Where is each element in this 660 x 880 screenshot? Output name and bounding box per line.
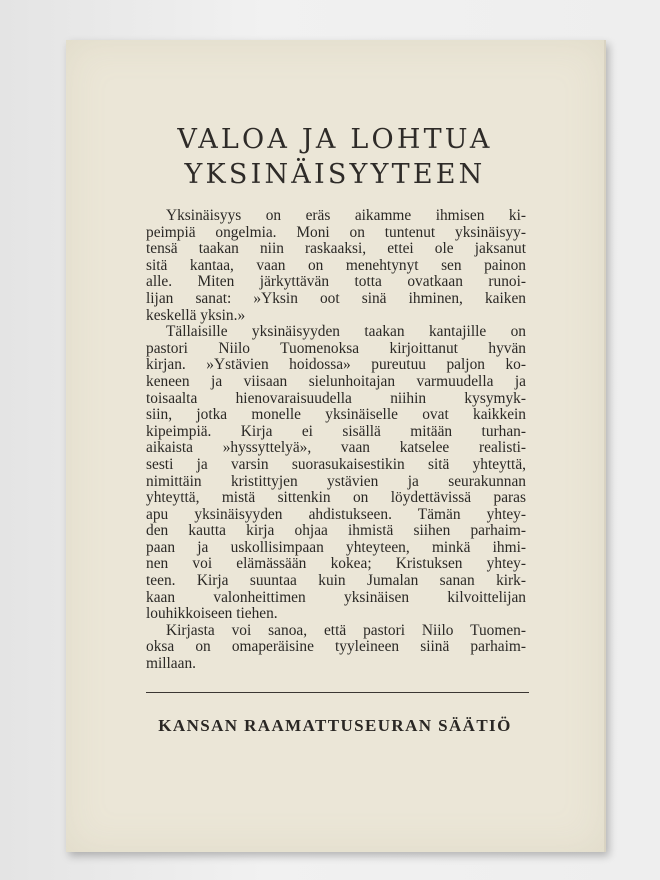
paragraph [146, 623, 526, 673]
text-line: millaan. [146, 655, 197, 673]
text-line: teen. Kirja suuntaa kuin Jumalan sanan kirk- [146, 572, 526, 590]
text-line: oksa on omaperäisine tyyleineen siinä parhaim- [146, 638, 526, 656]
text-line: Tällaisille yksinäisyyden taakan kantajille on [166, 323, 526, 341]
title-line-1: VALOA JA LOHTUA [177, 124, 493, 155]
text-line: lijan sanat: »Yksin oot sinä ihminen, kaiken [146, 289, 526, 307]
text-line: Yksinäisyys on eräs aikamme ihmisen ki- [166, 207, 526, 224]
blurb-text [146, 208, 526, 673]
text-line: toisaalta hienovaraisuudella niihin kysymyk- [146, 389, 526, 407]
text-line: den kautta kirja ohjaa ihmistä siihen parhaim- [146, 522, 526, 540]
text-line: yhteyttä, mistä sittenkin on löydettävissä paras [146, 489, 526, 507]
text-line: keneen ja viisaan sielunhoitajan varmuudella ja [146, 372, 526, 390]
book-back-cover [66, 40, 606, 852]
text-line: sitä kantaa, vaan on menehtynyt sen painon [146, 256, 526, 274]
text-line: alle. Miten järkyttävän totta ovatkaan runoi- [146, 273, 526, 291]
text-line: nen voi elämässään kokea; Kristuksen yhtey- [146, 555, 526, 573]
publisher-name: KANSAN RAAMATTUSEURAN SÄÄTIÖ [158, 716, 512, 735]
text-line: Kirjasta voi sanoa, että pastori Niilo Tuomen- [166, 621, 526, 639]
text-line: apu yksinäisyyden ahdistukseen. Tämän yhtey- [146, 505, 526, 523]
text-line: tensä taakan niin raskaaksi, ettei ole jaksanut [146, 240, 526, 258]
text-line: nimittäin kristittyjen ystävien ja seurakunnan [146, 472, 526, 490]
text-line: sesti ja varsin suorasukaisestikin sitä yhteyttä, [146, 455, 526, 473]
text-line: paan ja uskollisimpaan yhteyteen, minkä ihmi- [146, 538, 526, 556]
text-line: pastori Niilo Tuomenoksa kirjoittanut hyvän [146, 339, 526, 357]
divider-rule [146, 692, 529, 693]
text-line: kirjan. »Ystävien hoidossa» pureutuu paljon ko- [146, 356, 526, 374]
title-line-2: YKSINÄISYYTEEN [184, 159, 486, 190]
text-line: kaan valonheittimen yksinäisen kilvoittelijan [146, 588, 526, 606]
text-line: kipeimpiä. Kirja ei sisällä mitään turhan- [146, 422, 526, 440]
paragraph [146, 324, 526, 623]
paragraph [146, 208, 526, 324]
text-line: siin, jotka monelle yksinäiselle ovat kaikkein [146, 406, 526, 424]
text-line: louhikkoiseen tiehen. [146, 605, 278, 623]
text-line: peimpiä ongelmia. Moni on tuntenut yksinäisyy- [146, 223, 526, 241]
text-line: keskellä yksin.» [146, 306, 246, 324]
text-line: aikaista »hyssyttelyä», vaan katselee realisti- [146, 439, 526, 457]
